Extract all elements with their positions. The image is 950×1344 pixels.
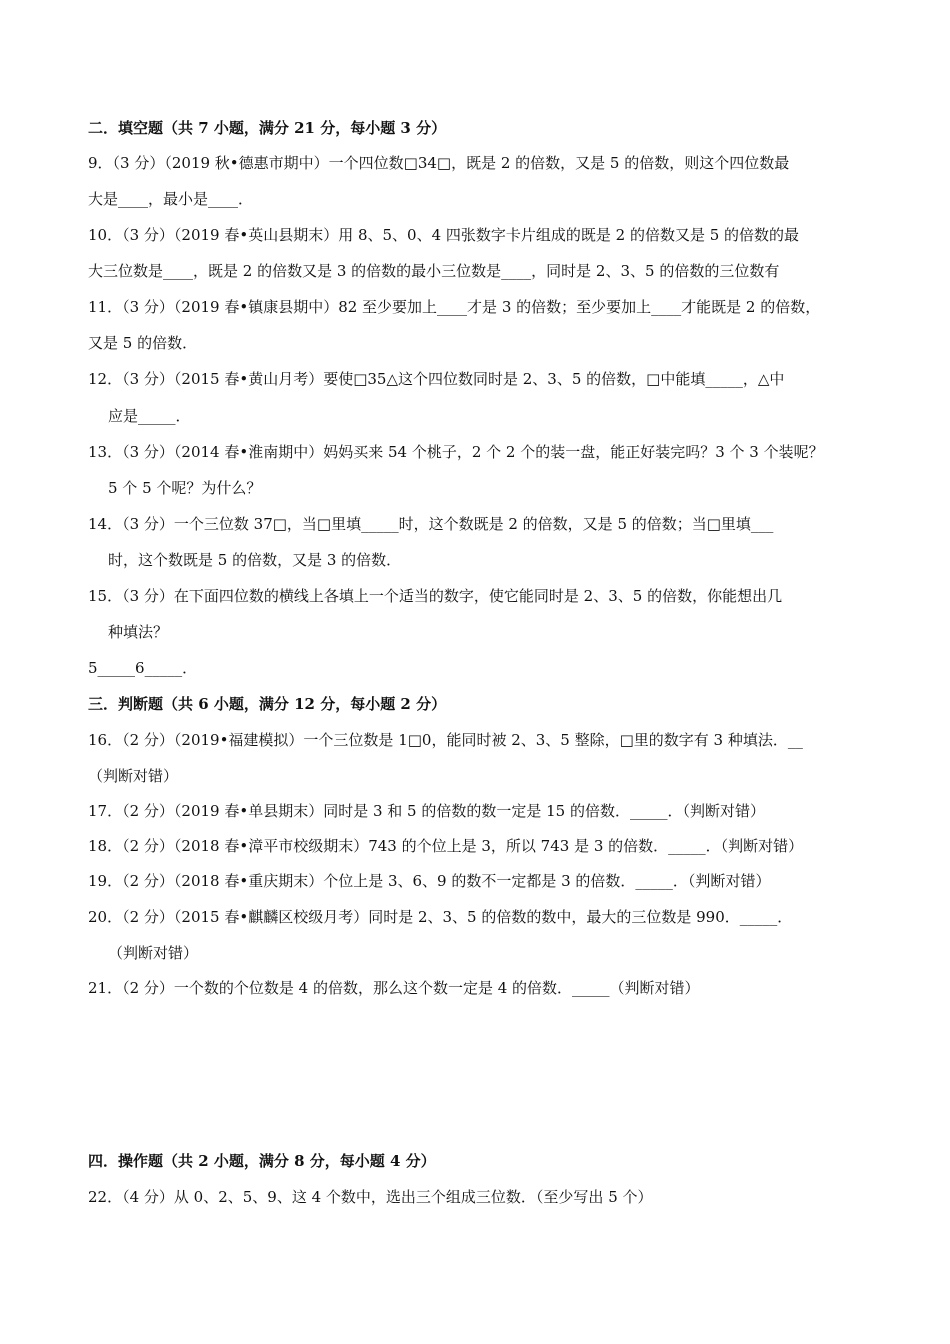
section-title-judge: 三．判断题（共 6 小题，满分 12 分，每小题 2 分） — [88, 695, 447, 713]
question-22: 22．（4 分）从 0、2、5、9、这 4 个数中，选出三个组成三位数．（至少写出 5 个） — [88, 1188, 653, 1206]
question-10-line-1: 10．（3 分）（2019 春•英山县期末）用 8、5、0、4 四张数字卡片组成的既是 2 的倍数又是 5 的倍数的最 — [88, 226, 800, 244]
question-20-line-1: 20．（2 分）（2015 春•麒麟区校级月考）同时是 2、3、5 的倍数的数中，最大的三位数是 990．_____． — [88, 908, 793, 926]
section-title-fill-blank: 二．填空题（共 7 小题，满分 21 分，每小题 3 分） — [88, 119, 447, 137]
question-16-line-1: 16．（2 分）（2019•福建模拟）一个三位数是 1□0，能同时被 2、3、5 整除，□里的数字有 3 种填法．__ — [88, 731, 803, 749]
question-11-line-2: 又是 5 的倍数． — [88, 334, 198, 352]
question-15-line-2: 种填法？ — [108, 623, 169, 641]
question-12-line-1: 12．（3 分）（2015 春•黄山月考）要使□35△这个四位数同时是 2、3、5 的倍数，□中能填_____，△中 — [88, 370, 785, 388]
question-18: 18．（2 分）（2018 春•漳平市校级期末）743 的个位上是 3，所以 743 是 3 的倍数．_____．（判断对错） — [88, 837, 804, 855]
question-21: 21．（2 分）一个数的个位数是 4 的倍数，那么这个数一定是 4 的倍数．_____（判断对错） — [88, 979, 700, 997]
question-19: 19．（2 分）（2018 春•重庆期末）个位上是 3、6、9 的数不一定都是 3 的倍数．_____．（判断对错） — [88, 872, 771, 890]
question-14-line-1: 14．（3 分）一个三位数 37□，当□里填_____时，这个数既是 2 的倍数，又是 5 的倍数；当□里填___ — [88, 515, 774, 533]
section-title-operation: 四．操作题（共 2 小题，满分 8 分，每小题 4 分） — [88, 1152, 436, 1170]
question-9-line-1: 9．（3 分）（2019 秋•德惠市期中）一个四位数□34□，既是 2 的倍数，又是 5 的倍数，则这个四位数最 — [88, 154, 790, 172]
question-14-line-2: 时，这个数既是 5 的倍数，又是 3 的倍数． — [108, 551, 402, 569]
question-13-line-1: 13．（3 分）（2014 春•淮南期中）妈妈买来 54 个桃子，2 个 2 个的装一盘，能正好装完吗？3 个 3 个装呢？ — [88, 443, 824, 461]
question-15-line-1: 15．（3 分）在下面四位数的横线上各填上一个适当的数字，使它能同时是 2、3、5 的倍数，你能想出几 — [88, 587, 783, 605]
question-17: 17．（2 分）（2019 春•单县期末）同时是 3 和 5 的倍数的数一定是 15 的倍数．_____．（判断对错） — [88, 802, 765, 820]
question-12-line-2: 应是_____． — [108, 407, 191, 425]
question-13-line-2: 5 个 5 个呢？为什么？ — [108, 479, 262, 497]
question-20-line-2: （判断对错） — [108, 944, 199, 962]
question-15-line-3: 5_____6_____． — [88, 659, 198, 677]
question-10-line-2: 大三位数是____，既是 2 的倍数又是 3 的倍数的最小三位数是____，同时是 2、3、5 的倍数的三位数有 — [88, 262, 780, 280]
question-16-line-2: （判断对错） — [88, 767, 179, 785]
question-11-line-1: 11．（3 分）（2019 春•镇康县期中）82 至少要加上____才是 3 的倍数；至少要加上____才能既是 2 的倍数， — [88, 298, 821, 316]
question-9-line-2: 大是____，最小是____． — [88, 190, 254, 208]
